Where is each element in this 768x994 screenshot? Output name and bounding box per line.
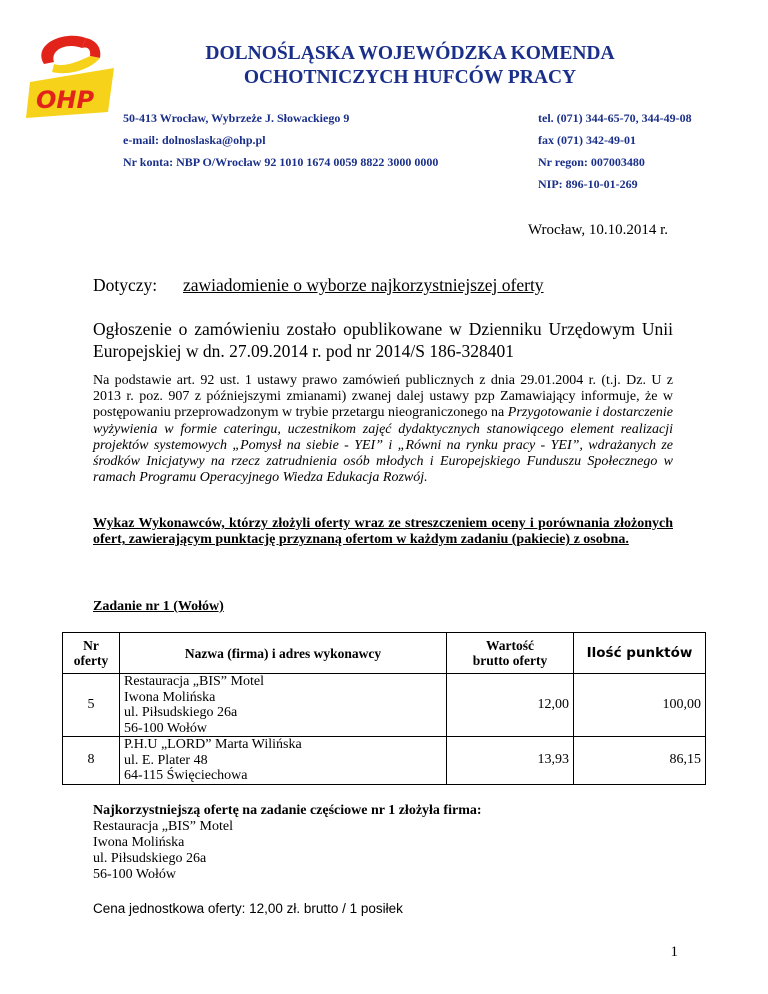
offer-points: 100,00 (574, 674, 706, 737)
logo-text: OHP (36, 86, 95, 114)
body-italic: Przygotowanie i dostarczenie wyżywienia w formie cateringu, uczestnikom zajęć dydaktycznych stanowiącego element realizacji projektów systemowych „Pomysł na siebie - YEI” i „Równi na rynku pracy - YEI”, wdrażanych ze środków Inicjatywy na rzecz zatrudnienia osób młodych i Europejskiego Funduszu Społecznego w ramach Programu Operacyjnego Wiedza Edukacja Rozwój. (93, 405, 673, 486)
page-number: 1 (670, 944, 678, 960)
offer-value: 12,00 (447, 674, 574, 737)
offer-nr: 8 (63, 737, 120, 785)
body-paragraph (93, 373, 673, 486)
unit-price: Cena jednostkowa oferty: 12,00 zł. brutto / 1 posiłek (93, 901, 403, 916)
regon: Nr regon: 007003480 (538, 155, 645, 169)
table-row (63, 737, 706, 785)
col-nr-line1: Nr (83, 638, 99, 653)
col-nr (63, 633, 120, 674)
contractor-line: 56-100 Wołów (124, 720, 208, 736)
offer-contractor (120, 674, 447, 737)
contractor-line: P.H.U „LORD” Marta Wilińska (124, 737, 302, 752)
title-line-1: DOLNOŚLĄSKA WOJEWÓDZKA KOMENDA (205, 43, 615, 64)
col-value-line2: brutto oferty (472, 653, 548, 668)
task-title: Zadanie nr 1 (Wołów) (93, 599, 224, 614)
offers-summary-heading: Wykaz Wykonawców, którzy złożyli oferty wraz ze streszczeniem oceny i porównania złożonych ofert, zawierającym punktację przyznaną ofertom w każdym zadaniu (pakiecie) z osobna. (93, 516, 673, 548)
best-offer (93, 803, 482, 883)
title-line-2: OCHOTNICZYCH HUFCÓW PRACY (243, 67, 577, 88)
document-date: Wrocław, 10.10.2014 r. (527, 222, 668, 238)
nip: NIP: 896-10-01-269 (538, 177, 638, 191)
offer-value: 13,93 (447, 737, 574, 785)
announcement: Ogłoszenie o zamówieniu zostało opublikowane w Dzienniku Urzędowym Unii Europejskiej w dn. 27.09.2014 r. pod nr 2014/S 186-328401 (93, 319, 673, 361)
body-plain: Na podstawie art. 92 ust. 1 ustawy prawo zamówień publicznych z dnia 29.01.2004 r. (t.j. Dz. U z 2013 r. poz. 907 z późniejszymi zmianami) zwanej dalej ustawy pzp Zamawiający informuje, że w postępowaniu przeprowadzonym w trybie przetargu nieograniczonego na (93, 373, 673, 421)
contractor-line: Iwona Molińska (124, 689, 216, 705)
col-points: Ilość punktów (574, 633, 706, 674)
organization-title (150, 42, 670, 90)
offer-contractor (120, 737, 447, 785)
col-nr-line2: oferty (73, 653, 109, 668)
col-name: Nazwa (firma) i adres wykonawcy (120, 633, 447, 674)
contractor-line: Restauracja „BIS” Motel (124, 674, 264, 689)
best-offer-line: 56-100 Wołów (93, 867, 177, 882)
best-offer-line: Restauracja „BIS” Motel (93, 819, 233, 834)
offer-nr: 5 (63, 674, 120, 737)
table-header-row (63, 633, 706, 674)
col-value-line1: Wartość (486, 638, 534, 653)
subject-text: zawiadomienie o wyborze najkorzystniejszej oferty (183, 275, 544, 295)
email: e-mail: dolnoslaska@ohp.pl (123, 133, 266, 147)
offer-points: 86,15 (574, 737, 706, 785)
best-offer-line: Iwona Molińska (93, 835, 185, 850)
best-offer-line: ul. Piłsudskiego 26a (93, 851, 207, 866)
contractor-line: ul. Piłsudskiego 26a (124, 705, 238, 720)
fax: fax (071) 342-49-01 (538, 133, 636, 147)
table-row (63, 674, 706, 737)
subject-label: Dotyczy: (93, 275, 158, 295)
ohp-logo (24, 24, 130, 122)
best-offer-heading: Najkorzystniejszą ofertę na zadanie częściowe nr 1 złożyła firma: (93, 803, 482, 818)
phone: tel. (071) 344-65-70, 344-49-08 (538, 111, 692, 125)
ohp-logo-icon (24, 24, 130, 122)
contractor-line: 64-115 Święciechowa (124, 768, 248, 783)
bank-account: Nr konta: NBP O/Wrocław 92 1010 1674 0059 8822 3000 0000 (123, 155, 439, 169)
offers-table (62, 632, 706, 785)
address: 50-413 Wrocław, Wybrzeże J. Słowackiego 9 (123, 111, 350, 125)
col-value (447, 633, 574, 674)
contractor-line: ul. E. Plater 48 (124, 752, 208, 768)
